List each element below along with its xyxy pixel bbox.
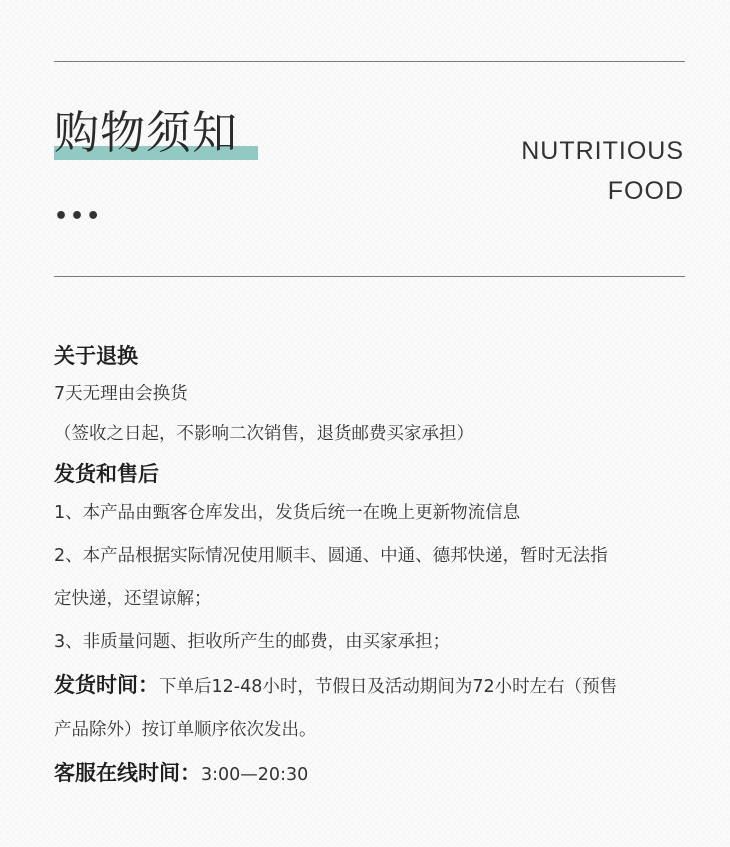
middle-divider: [54, 276, 685, 277]
ship-time-text-b: 产品除外）按订单顺序依次发出。: [54, 720, 317, 740]
returns-line-1: 7天无理由会换货: [54, 384, 188, 404]
ellipsis-decoration: •••: [54, 204, 103, 229]
ship-time-label: 发货时间：: [54, 673, 159, 697]
top-divider: [54, 61, 685, 62]
page-title: 购物须知: [54, 106, 239, 159]
notice-content: [54, 338, 694, 797]
ship-time-text-a: 下单后12-48小时，节假日及活动期间为72小时左右（预售: [159, 677, 618, 697]
shipping-item-1: 1、本产品由甄客仓库发出，发货后统一在晚上更新物流信息: [54, 503, 521, 523]
service-hours-value: 3:00—20:30: [201, 765, 309, 785]
shipping-item-2b: 定快递，还望谅解；: [54, 589, 212, 609]
title-block: [54, 104, 264, 164]
shipping-item-2a: 2、本产品根据实际情况使用顺丰、圆通、中通、德邦快递，暂时无法指: [54, 546, 608, 566]
service-hours-label: 客服在线时间：: [54, 761, 201, 785]
returns-line-2: （签收之日起，不影响二次销售，退货邮费买家承担）: [54, 424, 474, 444]
english-subtitle-line1: NUTRITIOUS: [521, 137, 684, 165]
english-subtitle-line2: FOOD: [607, 177, 684, 205]
ship-time-line-1: [54, 664, 694, 709]
shipping-heading: 发货和售后: [54, 462, 159, 486]
shipping-item-3: 3、非质量问题、拒收所产生的邮费，由买家承担；: [54, 632, 451, 652]
service-hours-line: [54, 752, 694, 797]
returns-heading: 关于退换: [54, 344, 138, 368]
